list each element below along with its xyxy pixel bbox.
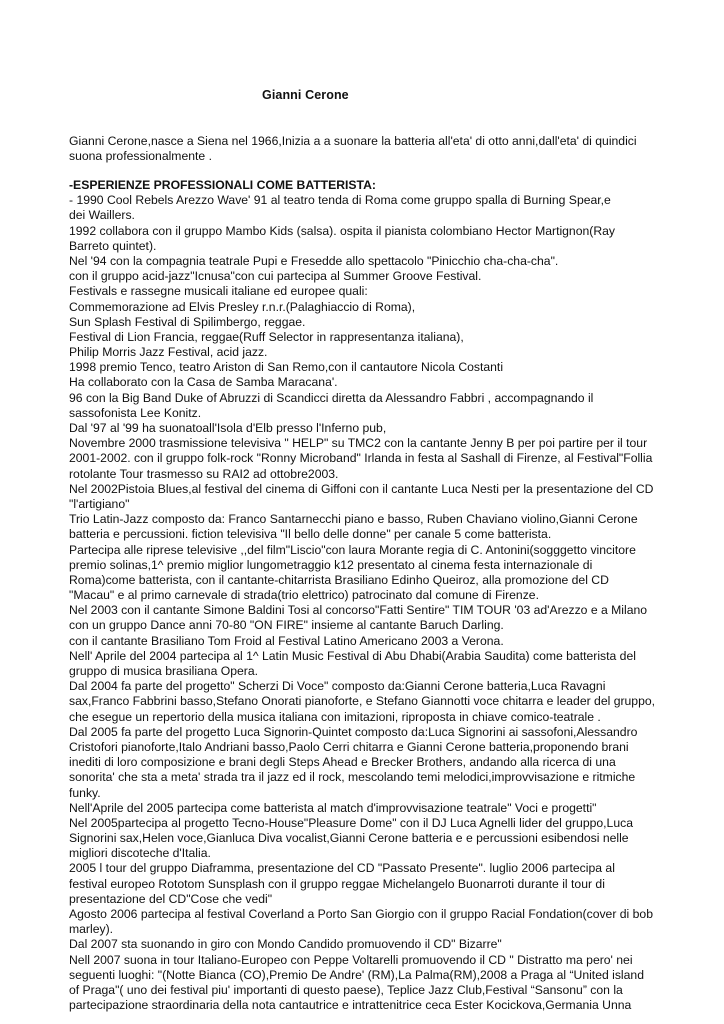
body-text-line: Barreto quintet).: [69, 238, 157, 253]
body-text-line: Roma)come batterista, con il cantante-chitarrista Brasiliano Edinho Queiroz, alla promozione del CD: [69, 572, 609, 587]
body-text-line: Dal 2004 fa parte del progetto" Scherzi Di Voce" composto da:Gianni Cerone batteria,Luca Ravagni: [69, 679, 606, 694]
body-text-line: Dal 2005 fa parte del progetto Luca Signorin-Quintet composto da:Luca Signorini ai sassofoni,Alessandro: [69, 724, 638, 739]
body-text-line: batteria e percussioni. fiction televisiva "Il bello delle donne" per canale 5 come batterista.: [69, 527, 552, 542]
body-text-line: con il gruppo acid-jazz"Icnusa"con cui partecipa al Summer Groove Festival.: [69, 269, 482, 284]
body-text-line: 1998 premio Tenco, teatro Ariston di San Remo,con il cantautore Nicola Costanti: [69, 360, 504, 375]
body-text-line: Nell'Aprile del 2005 partecipa come batterista al match d'improvvisazione teatrale" Voci e progetti": [69, 800, 597, 815]
body-text-line: rotolante Tour trasmesso su RAI2 ad ottobre2003.: [69, 466, 339, 481]
body-text-line: sassofonista Lee Konitz.: [69, 405, 202, 420]
body-text-line: Nel '94 con la compagnia teatrale Pupi e Fresedde allo spettacolo "Pinicchio cha-cha-cha".: [69, 253, 559, 268]
body-text-line: Nel 2003 con il cantante Simone Baldini Tosi al concorso"Fatti Sentire" TIM TOUR '03 ad'Arezzo e a Milano: [69, 603, 648, 618]
body-text-line: 1992 collabora con il gruppo Mambo Kids (salsa). ospita il pianista colombiano Hector Martignon(Ray: [69, 223, 616, 238]
body-text-line: seguenti luoghi: "(Notte Bianca (CO),Premio De Andre' (RM),La Palma(RM),2008 a Praga al “United island: [69, 967, 644, 982]
experience-list: [69, 193, 669, 1013]
intro-line: suona professionalmente .: [69, 149, 212, 164]
body-text-line: Festival di Lion Francia, reggae(Ruff Selector in rappresentanza italiana),: [69, 329, 464, 344]
body-text-line: gruppo di musica brasiliana Opera.: [69, 664, 259, 678]
body-text-line: "Macau" e al primo carnevale di strada(trio elettrico) patrocinato dal comune di Firenze.: [69, 588, 539, 603]
body-text-line: presentazione del CD"Cose che vedi": [69, 891, 273, 906]
body-text-line: festival europeo Rototom Sunsplash con il gruppo reggae Michelangelo Buonarroti durante il tour di: [69, 876, 605, 891]
body-text-line: che esegue un repertorio della musica italiana con imitazioni, riproposta in chiave comico-teatrale .: [69, 709, 601, 724]
body-text-line: Partecipa alle riprese televisive ,,del film"Liscio"con laura Morante regia di C. Antonini(sogggetto vincitore: [69, 542, 636, 557]
body-text-line: Agosto 2006 partecipa al festival Coverland a Porto San Giorgio con il gruppo Racial Fondation(cover di bob: [69, 907, 653, 921]
body-text-line: Philip Morris Jazz Festival, acid jazz.: [69, 345, 268, 360]
body-text-line: Trio Latin-Jazz composto da: Franco Santarnecchi piano e basso, Ruben Chaviano violino,Gianni Cerone: [69, 512, 638, 527]
body-text-line: of Praga"( uno dei festival piu' importanti di questo paese), Teplice Jazz Club,Festival “Sansonu” con la: [69, 982, 623, 997]
body-text-line: Novembre 2000 trasmissione televisiva " HELP" su TMC2 con la cantante Jenny B per poi partire per il tour: [69, 436, 648, 451]
body-text-line: funky.: [69, 785, 101, 800]
body-text-line: sonorita' che sta a meta' strada tra il jazz ed il rock, mescolando temi melodici,improvvisazione e ritmiche: [69, 770, 636, 785]
body-text-line: con un gruppo Dance anni 70-80 "ON FIRE" insieme al cantante Baruch Darling.: [69, 618, 504, 633]
body-text-line: marley).: [69, 922, 114, 937]
document-title: Gianni Cerone: [262, 88, 349, 102]
body-text-line: Dal 2007 sta suonando in giro con Mondo Candido promuovendo il CD" Bizarre": [69, 937, 502, 952]
body-text-line: - 1990 Cool Rebels Arezzo Wave' 91 al teatro tenda di Roma come gruppo spalla di Burning Spear,e: [69, 193, 611, 208]
body-text-line: migliori discoteche d'Italia.: [69, 846, 211, 861]
body-text-line: con il cantante Brasiliano Tom Froid al Festival Latino Americano 2003 a Verona.: [69, 633, 504, 648]
body-text-line: dei Waillers.: [69, 208, 135, 223]
body-text-line: Commemorazione ad Elvis Presley r.n.r.(Palaghiaccio di Roma),: [69, 299, 416, 314]
body-text-line: Dal '97 al '99 ha suonatoall'Isola d'Elb presso l'Inferno pub,: [69, 421, 387, 435]
body-text-line: Nell 2007 suona in tour Italiano-Europeo con Peppe Voltarelli promuovendo il CD " Distratto ma pero' nei: [69, 952, 633, 967]
body-text-line: inediti di loro composizione e brani degli Steps Ahead e Brecker Brothers, andando alla ricerca di una: [69, 755, 616, 770]
body-text-line: 96 con la Big Band Duke of Abruzzi di Scandicci diretta da Alessandro Fabbri , accompagnando il: [69, 390, 594, 405]
body-text-line: sax,Franco Fabbrini basso,Stefano Onorati pianoforte, e Stefano Giannotti voce chitarra e leader del gruppo,: [69, 694, 656, 709]
body-text-line: Nel 2005partecipa al progetto Tecno-House"Pleasure Dome" con il DJ Luca Agnelli lider del gruppo,Luca: [69, 815, 633, 830]
body-text-line: "l'artigiano": [69, 496, 130, 511]
body-text-line: Ha collaborato con la Casa de Samba Maracana'.: [69, 375, 338, 390]
body-text-line: partecipazione straordinaria della nota cantautrice e intrattenitrice ceca Ester Kocickova,Germania Unna: [69, 998, 632, 1013]
body-text-line: Cristofori pianoforte,Italo Andriani basso,Paolo Cerri chitarra e Gianni Cerone batteria,proponendo brani: [69, 739, 629, 754]
body-text-line: Nell' Aprile del 2004 partecipa al 1^ Latin Music Festival di Abu Dhabi(Arabia Saudita) come batterista del: [69, 648, 636, 663]
body-text-line: Sun Splash Festival di Spilimbergo, reggae.: [69, 314, 306, 329]
intro-paragraph: [69, 134, 669, 164]
body-text-line: Signorini sax,Helen voce,Gianluca Diva vocalist,Gianni Cerone batteria e e percussioni esibendosi nelle: [69, 831, 629, 846]
intro-line: Gianni Cerone,nasce a Siena nel 1966,Inizia a a suonare la batteria all'eta' di otto anni,dall'eta' di quindici: [69, 134, 637, 148]
body-text-line: Nel 2002Pistoia Blues,al festival del cinema di Giffoni con il cantante Luca Nesti per la presentazione del CD: [69, 481, 654, 496]
body-text-line: 2005 l tour del gruppo Diaframma, presentazione del CD "Passato Presente". luglio 2006 partecipa al: [69, 861, 615, 876]
body-text-line: Festivals e rassegne musicali italiane ed europee quali:: [69, 284, 368, 299]
section-heading: -ESPERIENZE PROFESSIONALI COME BATTERISTA:: [69, 178, 376, 192]
body-text-line: 2001-2002. con il gruppo folk-rock "Ronny Microband" Irlanda in festa al Sashall di Firenze, al Festival"Follia: [69, 451, 653, 466]
body-text-line: premio solinas,1^ premio miglior lungometraggio k12 presentato al cinema festa internazionale di: [69, 557, 593, 572]
experience-section: [69, 178, 669, 1013]
